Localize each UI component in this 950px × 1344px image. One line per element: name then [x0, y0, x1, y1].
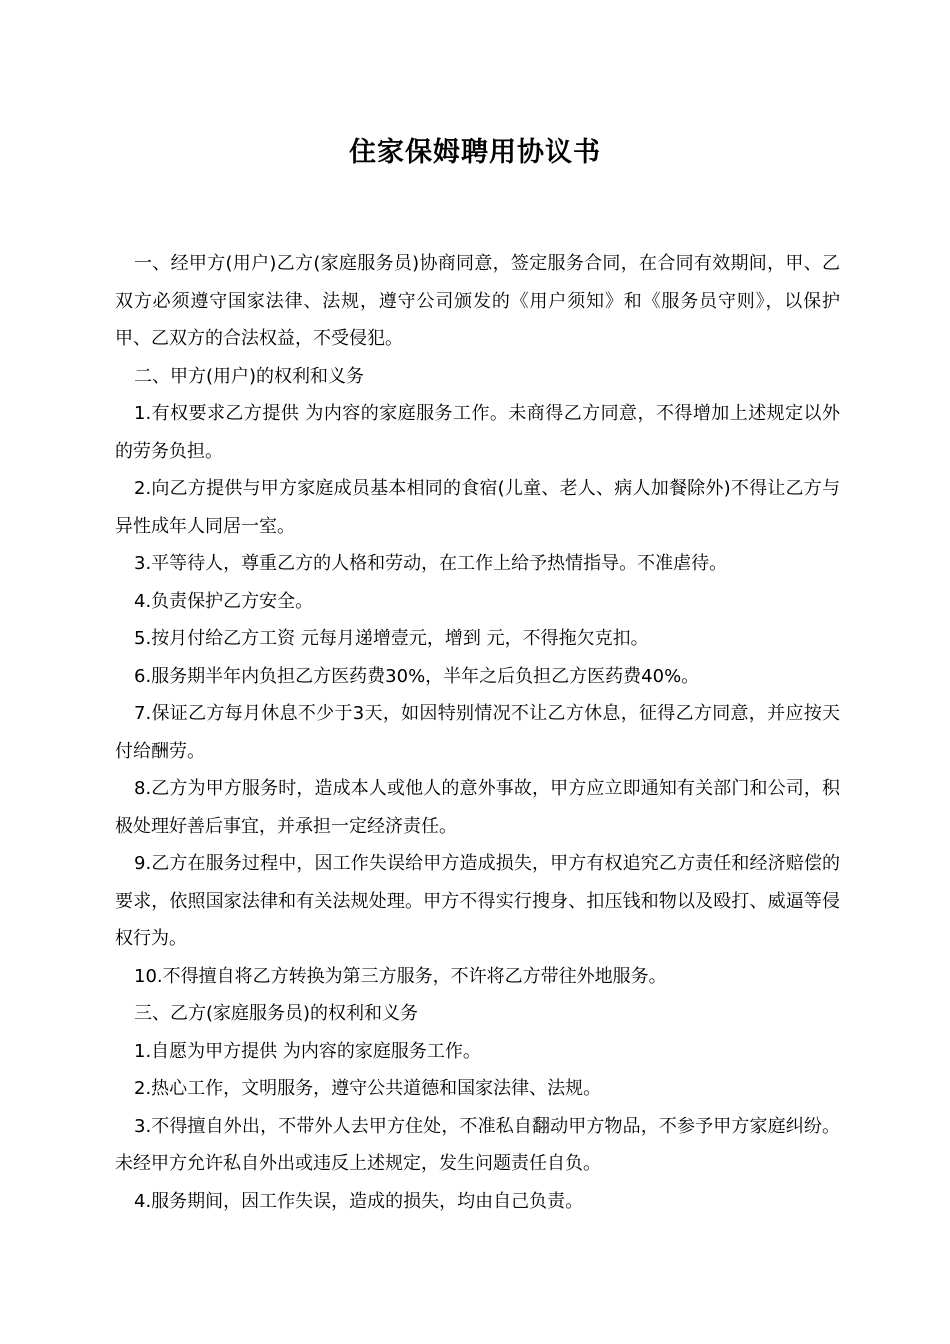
section-heading-party-b: 三、乙方(家庭服务员)的权利和义务 — [134, 1003, 419, 1024]
document-title: 住家保姆聘用协议书 — [349, 137, 601, 168]
section-heading-party-a: 二、甲方(用户)的权利和义务 — [134, 365, 365, 387]
party-b-item-2: 2.热心工作，文明服务，遵守公共道德和国家法律、法规。 — [134, 1078, 602, 1099]
party-b-item-3: 3.不得擅自外出，不带外人去甲方住处，不准私自翻动甲方物品，不参予甲方家庭纠纷。未经甲方允许私自外出或违反上述规定，发生问题责任自负。 — [115, 1115, 840, 1174]
clause-1-intro: 一、经甲方(用户)乙方(家庭服务员)协商同意，签定服务合同，在合同有效期间，甲、乙双方必须遵守国家法律、法规，遵守公司颁发的《用户须知》和《服务员守则》，以保护甲、乙双方的合法权益，不受侵犯。 — [115, 253, 840, 349]
party-a-item-5: 5.按月付给乙方工资 元每月递增壹元，增到 元，不得拖欠克扣。 — [134, 628, 649, 649]
party-a-item-9: 9.乙方在服务过程中，因工作失误给甲方造成损失，甲方有权追究乙方责任和经济赔偿的要求，依照国家法律和有关法规处理。甲方不得实行搜身、扣压钱和物以及殴打、威逼等侵权行为。 — [115, 853, 840, 949]
party-a-item-6: 6.服务期半年内负担乙方医药费30%，半年之后负担乙方医药费40%。 — [134, 665, 700, 687]
party-a-item-8: 8.乙方为甲方服务时，造成本人或他人的意外事故，甲方应立即通知有关部门和公司，积极处理好善后事宜，并承担一定经济责任。 — [115, 778, 840, 837]
party-a-item-4: 4.负责保护乙方安全。 — [134, 590, 314, 612]
party-a-item-7: 7.保证乙方每月休息不少于3天，如因特别情况不让乙方休息，征得乙方同意，并应按天付给酬劳。 — [115, 703, 840, 762]
document-body — [115, 245, 840, 1220]
party-a-item-2: 2.向乙方提供与甲方家庭成员基本相同的食宿(儿童、老人、病人加餐除外)不得让乙方与异性成年人同居一室。 — [115, 478, 840, 537]
party-a-item-3: 3.平等待人，尊重乙方的人格和劳动，在工作上给予热情指导。不准虐待。 — [134, 553, 728, 574]
party-a-item-10: 10.不得擅自将乙方转换为第三方服务，不许将乙方带往外地服务。 — [134, 965, 667, 987]
party-b-item-4: 4.服务期间，因工作失误，造成的损失，均由自己负责。 — [134, 1190, 584, 1212]
party-b-item-1: 1.自愿为甲方提供 为内容的家庭服务工作。 — [134, 1040, 481, 1062]
party-a-item-1: 1.有权要求乙方提供 为内容的家庭服务工作。未商得乙方同意，不得增加上述规定以外的劳务负担。 — [115, 403, 840, 462]
